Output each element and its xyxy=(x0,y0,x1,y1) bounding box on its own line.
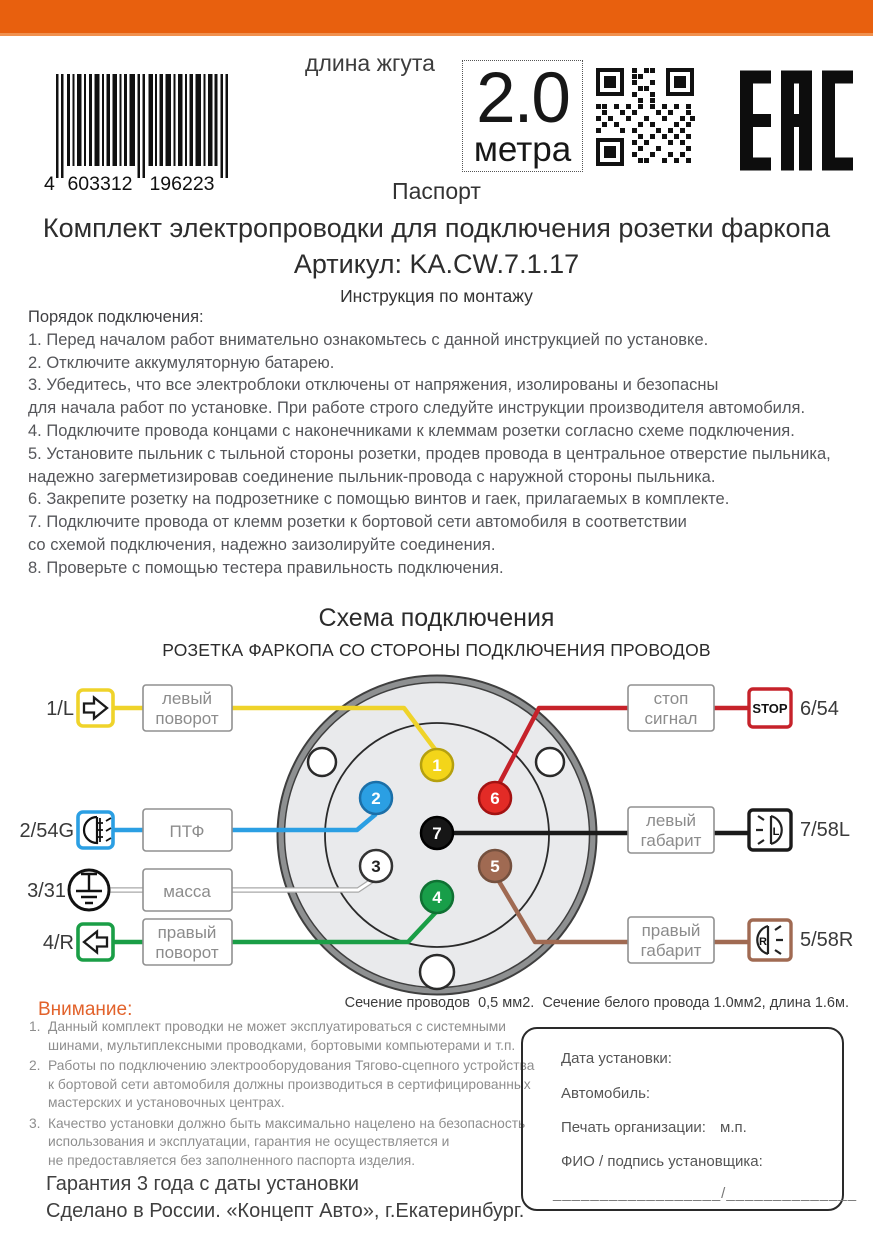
ean13-barcode xyxy=(42,70,247,194)
label-left-marker-1: левый xyxy=(645,811,697,830)
label-ground: масса xyxy=(163,882,211,901)
step-line: для начала работ по установке. При работе строго следуйте инструкции производителя автомобиля. xyxy=(28,399,806,418)
step-line: 8. Проверьте с помощью тестера правильность подключения. xyxy=(28,558,504,577)
installation-form xyxy=(521,1027,858,1211)
attention-heading: Внимание: xyxy=(38,999,133,1020)
step-line: 3. Убедитесь, что все электроблоки отключены от напряжения, изолированы и безопасны xyxy=(28,376,719,395)
warning-line: Работы по подключению электрооборудования Тягово-сцепного устройства xyxy=(48,1058,535,1073)
warning-number: 2. xyxy=(29,1058,41,1073)
form-stamp-mark: м.п. xyxy=(720,1119,747,1136)
passport-title: Паспорт xyxy=(392,178,481,204)
warnings-list xyxy=(29,1018,549,1172)
step-line: 4. Подключите провода концами с наконечниками к клеммам розетки согласно схеме подключения. xyxy=(28,421,795,440)
right-marker-letter: R xyxy=(759,936,767,948)
barcode-digits-group1: 603312 xyxy=(67,173,133,194)
form-date-label: Дата установки: xyxy=(561,1050,672,1067)
terminal-1L: 1/L xyxy=(46,698,74,720)
label-left-turn-1: левый xyxy=(161,689,213,708)
label-right-marker-2: габарит xyxy=(640,941,702,960)
warning-line: Качество установки должно быть максимально нацелено на безопасность xyxy=(48,1115,526,1131)
terminal-254G: 2/54G xyxy=(19,820,74,842)
pin-6-number: 6 xyxy=(490,789,500,808)
warranty-note: Гарантия 3 года с даты установки xyxy=(46,1173,359,1195)
mounting-instruction-heading: Инструкция по монтажу xyxy=(340,286,533,306)
eac-logo xyxy=(740,70,854,172)
product-title: Комплект электропроводки для подключения розетки фаркопа xyxy=(42,213,831,243)
mounting-hole xyxy=(536,748,564,776)
step-line: 7. Подключите провода от клемм розетки к бортовой сети автомобиля в соответствии xyxy=(28,513,687,532)
right-icons xyxy=(749,689,791,960)
label-left-turn-2: поворот xyxy=(155,709,219,728)
left-marker-letter: L xyxy=(772,826,780,838)
terminal-758L: 7/58L xyxy=(800,819,851,841)
terminal-331: 3/31 xyxy=(27,880,66,902)
top-orange-band xyxy=(0,0,873,33)
qr-code xyxy=(594,66,696,168)
form-installer-label: ФИО / подпись установщика: xyxy=(561,1153,763,1170)
pin-2-number: 2 xyxy=(371,789,381,808)
top-orange-band-accent xyxy=(0,33,873,36)
mounting-hole xyxy=(308,748,336,776)
left-terminals xyxy=(20,698,74,954)
length-value: 2.0 xyxy=(476,59,569,138)
stop-badge: STOP xyxy=(752,701,788,716)
wiring-diagram xyxy=(0,666,873,1000)
length-unit: метра xyxy=(473,130,572,169)
warning-item xyxy=(29,1057,549,1113)
terminal-558R: 5/58R xyxy=(800,929,854,951)
right-label-boxes xyxy=(628,685,714,963)
label-left-marker-2: габарит xyxy=(640,831,702,850)
label-stop-1: стоп xyxy=(653,689,689,708)
step-line: 1. Перед началом работ внимательно ознакомьтесь с данной инструкцией по установке. xyxy=(28,330,709,349)
harness-length-box xyxy=(462,60,583,172)
step-line: 6. Закрепите розетку на подрозетнике с помощью винтов и гаек, прилагаемых в комплекте. xyxy=(28,490,730,509)
terminal-4R: 4/R xyxy=(42,932,74,954)
mounting-hole xyxy=(420,955,454,989)
ground-icon xyxy=(69,870,109,910)
step-line: надежно загерметизировав соединение пыльник-провода с наружной стороны пыльника. xyxy=(28,467,716,486)
warning-number: 1. xyxy=(29,1019,41,1034)
warning-line: не предоставляется без заполненного паспорта изделия. xyxy=(48,1152,416,1168)
step-line: 5. Установите пыльник с тыльной стороны розетки, продев провода в центральное отверстие пыльника, xyxy=(28,444,831,463)
form-stamp-label: Печать организации: xyxy=(561,1119,706,1136)
left-icons xyxy=(69,690,113,960)
barcode-digit-prefix: 4 xyxy=(44,173,55,194)
label-right-marker-1: правый xyxy=(641,921,701,940)
pin-4-number: 4 xyxy=(432,888,442,907)
step-line: 2. Отключите аккумуляторную батарею. xyxy=(28,353,335,372)
terminal-654: 6/54 xyxy=(800,698,839,720)
wire-section-note: Сечение проводов 0,5 мм2. Сечение белого провода 1.0мм2, длина 1.6м. xyxy=(344,995,849,1011)
pin-7-number: 7 xyxy=(432,824,442,843)
label-fog: ПТФ xyxy=(169,822,205,841)
form-signature-line: __________________/______________ xyxy=(553,1185,858,1202)
pin-5-number: 5 xyxy=(490,857,500,876)
warning-line: шинами, мультиплексными проводками, бортовыми компьютерами и т.п. xyxy=(48,1037,516,1053)
step-line: со схемой подключения, надежно заизолируйте соединения. xyxy=(28,535,496,554)
warning-item xyxy=(29,1018,549,1055)
pin-3-number: 3 xyxy=(371,857,381,876)
label-right-turn-1: правый xyxy=(157,923,217,942)
warning-line: Данный комплект проводки не может эксплуатироваться с системными xyxy=(48,1019,506,1034)
steps-heading: Порядок подключения: xyxy=(28,308,204,326)
connection-steps xyxy=(28,306,858,580)
form-car-label: Автомобиль: xyxy=(561,1085,651,1102)
schema-subtitle: РОЗЕТКА ФАРКОПА СО СТОРОНЫ ПОДКЛЮЧЕНИЯ ПРОВОДОВ xyxy=(162,640,711,660)
barcode-digits-group2: 196223 xyxy=(149,173,215,194)
left-label-boxes xyxy=(143,685,232,965)
right-terminals xyxy=(800,698,853,951)
warning-line: использования и эксплуатации, гарантия не осуществляется и xyxy=(48,1134,450,1149)
made-in-note: Сделано в России. «Концепт Авто», г.Екатеринбург. xyxy=(46,1200,525,1222)
warning-item xyxy=(29,1115,549,1171)
schema-title: Схема подключения xyxy=(318,604,555,632)
warning-line: мастерских и установочных центрах. xyxy=(48,1095,285,1110)
label-right-turn-2: поворот xyxy=(155,943,219,962)
article-number: Артикул: KA.CW.7.1.17 xyxy=(293,249,580,279)
harness-length-label: длина жгута xyxy=(305,50,435,76)
warning-line: к бортовой сети автомобиля должны производиться в сертифицированных xyxy=(48,1076,531,1092)
pin-1-number: 1 xyxy=(432,756,442,775)
label-stop-2: сигнал xyxy=(644,709,698,728)
warning-number: 3. xyxy=(29,1115,41,1131)
